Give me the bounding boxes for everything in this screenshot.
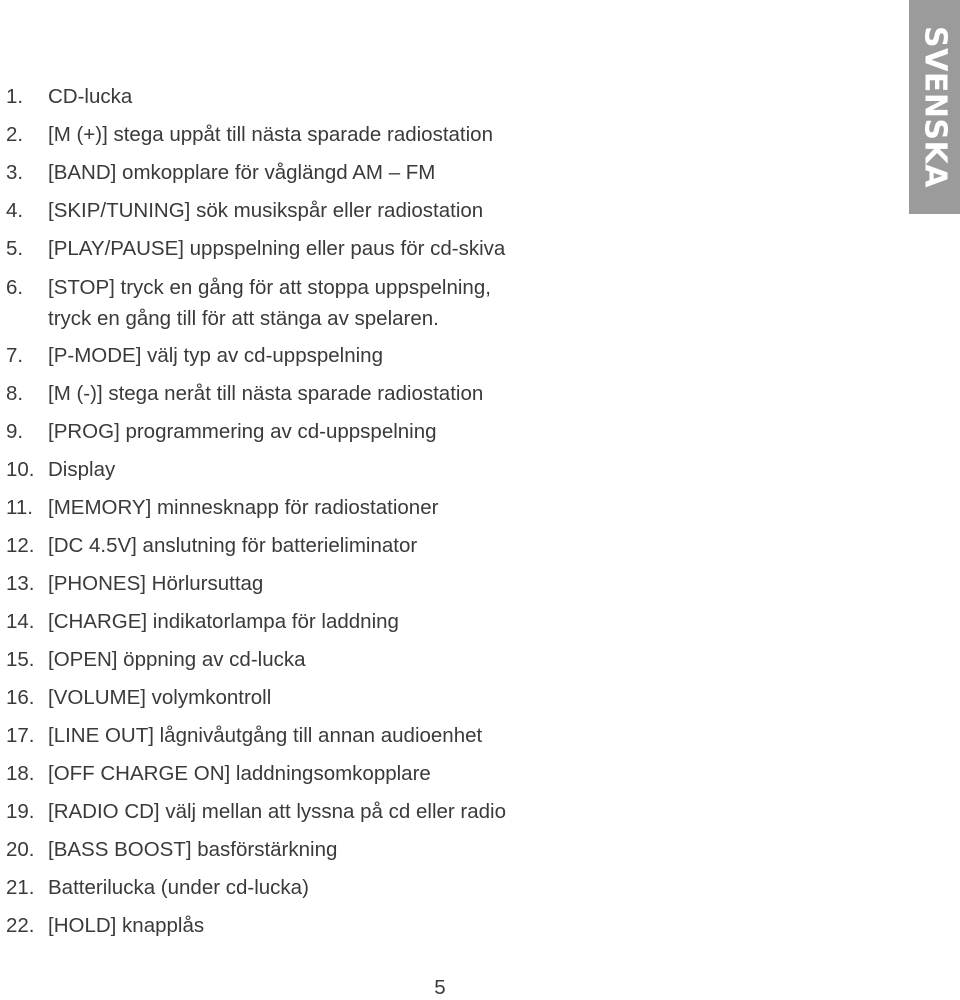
item-text: [P-MODE] välj typ av cd-uppspelning	[48, 344, 383, 367]
item-text: CD-lucka	[48, 85, 133, 108]
item-text: [PHONES] Hörlursuttag	[48, 572, 264, 595]
item-text: [CHARGE] indikatorlampa för laddning	[48, 610, 399, 633]
item-number: 2.	[6, 123, 24, 146]
item-text: [M (+)] stega uppåt till nästa sparade radiostation	[48, 123, 493, 146]
item-number: 17.	[6, 724, 35, 747]
item-text: [OFF CHARGE ON] laddningsomkopplare	[48, 762, 431, 785]
item-text: [RADIO CD] välj mellan att lyssna på cd eller radio	[48, 800, 507, 823]
item-number: 14.	[6, 610, 35, 633]
list-item	[6, 755, 896, 793]
item-number: 4.	[6, 199, 24, 222]
item-number: 5.	[6, 237, 24, 260]
item-text: [HOLD] knapplås	[48, 914, 205, 937]
item-text-line: [STOP] tryck en gång för att stoppa uppspelning,	[48, 276, 491, 299]
item-number: 19.	[6, 800, 35, 823]
item-number: 9.	[6, 420, 24, 443]
item-number: 16.	[6, 686, 35, 709]
list-item	[6, 869, 896, 907]
item-text: [M (-)] stega neråt till nästa sparade radiostation	[48, 382, 484, 405]
item-text: [SKIP/TUNING] sök musikspår eller radiostation	[48, 199, 484, 222]
list-item	[6, 565, 896, 603]
list-item	[6, 679, 896, 717]
item-text: [MEMORY] minnesknapp för radiostationer	[48, 496, 439, 519]
list-item	[6, 375, 896, 413]
item-number: 6.	[6, 276, 24, 299]
item-number: 15.	[6, 648, 35, 671]
list-item	[6, 641, 896, 679]
list-item	[6, 451, 896, 489]
parts-list	[6, 78, 896, 945]
item-number: 8.	[6, 382, 24, 405]
item-text: [BASS BOOST] basförstärkning	[48, 838, 338, 861]
item-text: [VOLUME] volymkontroll	[48, 686, 272, 709]
item-text: [PLAY/PAUSE] uppspelning eller paus för cd-skiva	[48, 237, 506, 260]
item-number: 3.	[6, 161, 24, 184]
list-item	[6, 907, 896, 945]
page-number: 5	[434, 976, 446, 999]
item-number: 1.	[6, 85, 24, 108]
list-item	[6, 413, 896, 451]
list-item	[6, 154, 896, 192]
item-number: 12.	[6, 534, 35, 557]
item-number: 7.	[6, 344, 24, 367]
item-number: 20.	[6, 838, 35, 861]
list-item	[6, 230, 896, 268]
list-item	[6, 268, 896, 337]
language-tab-label: SVENSKA	[917, 26, 952, 188]
list-item	[6, 717, 896, 755]
item-text-continuation: tryck en gång till för att stänga av spelaren.	[48, 307, 439, 330]
item-text	[48, 272, 896, 334]
list-item	[6, 831, 896, 869]
list-item	[6, 527, 896, 565]
item-number: 11.	[6, 496, 33, 519]
item-text: [BAND] omkopplare för våglängd AM – FM	[48, 161, 436, 184]
list-item	[6, 603, 896, 641]
item-text: [OPEN] öppning av cd-lucka	[48, 648, 306, 671]
item-number: 21.	[6, 876, 35, 899]
item-text: Batterilucka (under cd-lucka)	[48, 876, 309, 899]
item-text: [PROG] programmering av cd-uppspelning	[48, 420, 437, 443]
list-item	[6, 337, 896, 375]
item-text: [DC 4.5V] anslutning för batterieliminator	[48, 534, 418, 557]
list-item	[6, 489, 896, 527]
list-item	[6, 78, 896, 116]
item-number: 13.	[6, 572, 35, 595]
item-text: Display	[48, 458, 116, 481]
item-number: 18.	[6, 762, 35, 785]
language-tab	[909, 0, 960, 214]
item-number: 22.	[6, 914, 35, 937]
item-text: [LINE OUT] lågnivåutgång till annan audioenhet	[48, 724, 483, 747]
item-number: 10.	[6, 458, 35, 481]
list-item	[6, 793, 896, 831]
list-item	[6, 116, 896, 154]
list-item	[6, 192, 896, 230]
